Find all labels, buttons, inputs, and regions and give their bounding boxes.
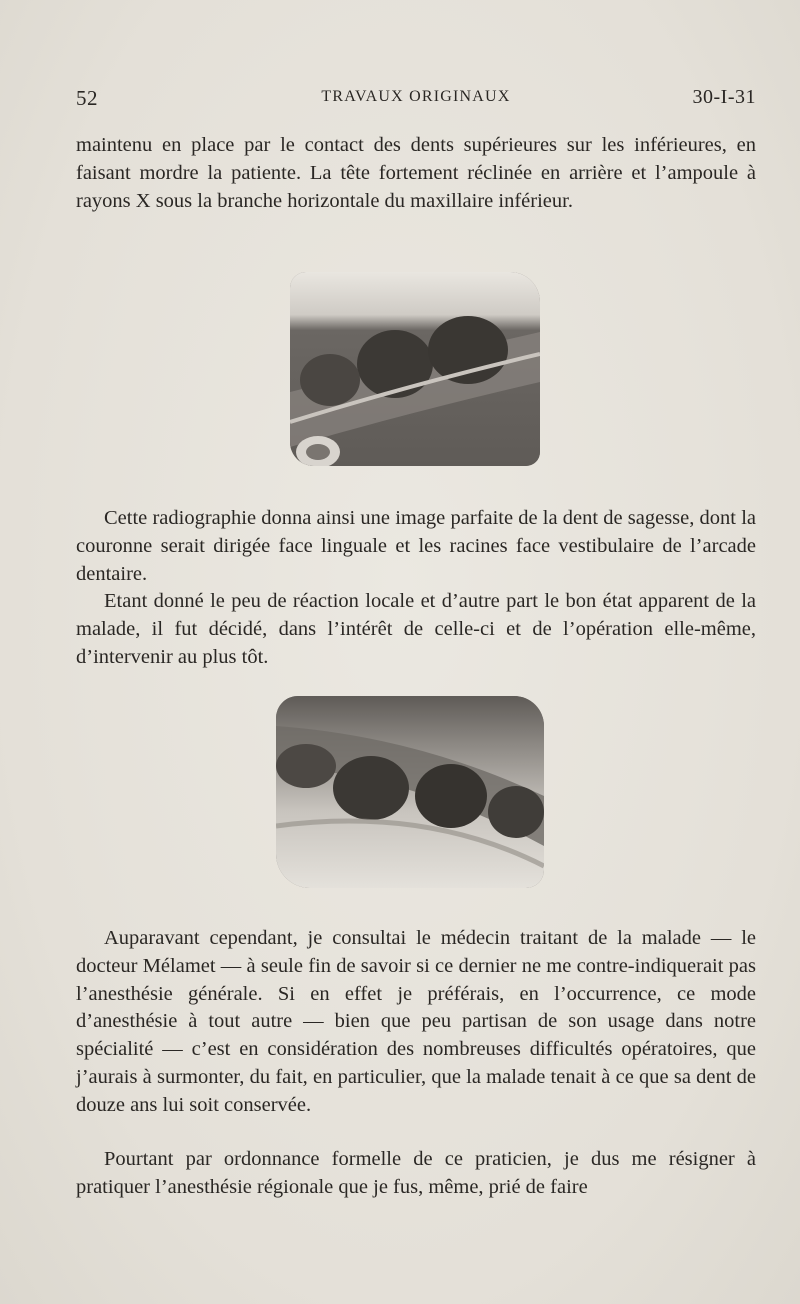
issue-date: 30-I-31 — [692, 86, 756, 108]
radiograph-1 — [290, 272, 540, 466]
paragraph-5: Pourtant par ordonnance formelle de ce praticien, je dus me résigner à pratiquer l’anesthésie régionale que je fus, même, prié de faire — [76, 1148, 756, 1198]
radiograph-2 — [276, 696, 544, 888]
paragraph-2: Cette radiographie donna ainsi une image parfaite de la dent de sagesse, dont la couronne serait dirigée face linguale et les racines face vestibulaire de l’arcade dentaire. — [76, 507, 756, 585]
running-title: TRAVAUX ORIGINAUX — [321, 88, 511, 105]
page-number: 52 — [76, 86, 98, 110]
radiograph-2-image — [276, 696, 544, 888]
radiograph-1-image — [290, 272, 540, 466]
paragraph-3: Etant donné le peu de réaction locale et d’autre part le bon état apparent de la malade, il fut décidé, dans l’intérêt de celle-ci et de l’opération elle-même, d’intervenir au plus tôt. — [76, 590, 756, 668]
running-header — [76, 86, 756, 112]
paragraph-4: Auparavant cependant, je consultai le médecin traitant de la malade — le docteur Mélamet — à seule fin de savoir si ce dernier ne me contre-indiquerait pas l’anesthésie générale. Si en effet je préférais, en l’occurrence, ce mode d’anesthésie à tout autre — bien que peu partisan de son usage dans notre spécialité — c’est en considération des nombreuses difficultés opératoires, que j’aurais à surmonter, du fait, en particulier, que la malade tenait à ce que sa dent de douze ans lui soit conservée. — [76, 927, 756, 1116]
paragraph-1: maintenu en place par le contact des dents supérieures sur les inférieures, en faisant mordre la patiente. La tête fortement réclinée en arrière et l’ampoule à rayons X sous la branche horizontale du maxillaire inférieur. — [76, 134, 756, 212]
